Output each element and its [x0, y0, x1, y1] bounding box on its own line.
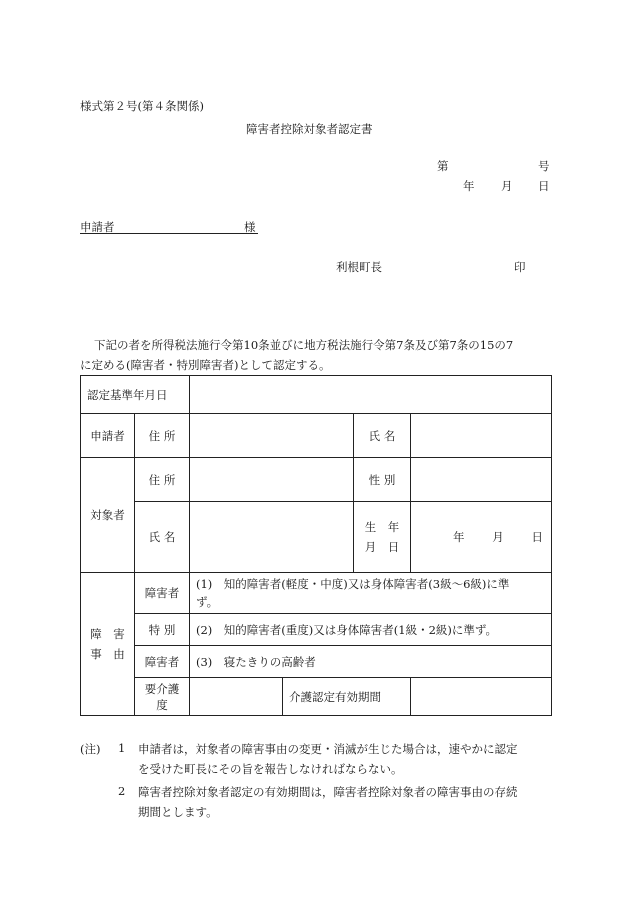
reason-label-line-1: 障 害: [90, 627, 125, 641]
applicant-name-field[interactable]: [411, 414, 552, 458]
document-title: 障害者控除対象者認定書: [246, 122, 373, 136]
dob-year: 年: [453, 530, 465, 544]
note-1-line-1: 申請者は，対象者の障害事由の変更・消滅が生じた場合は，速やかに認定: [138, 742, 518, 756]
reason-option-3[interactable]: (3) 寝たきりの高齢者: [190, 646, 552, 678]
note-1-number: 1: [118, 741, 126, 755]
dob-day: 日: [531, 530, 544, 544]
care-level-field[interactable]: [190, 678, 283, 716]
reason-option-1[interactable]: [190, 573, 552, 614]
note-2-number: 2: [118, 784, 126, 798]
subject-name-label: 氏 名: [135, 502, 190, 573]
category-3-label: 障害者: [135, 646, 190, 678]
applicant-row-label: 申請者: [81, 414, 135, 458]
applicant-line: [80, 219, 258, 234]
base-date-label: 認定基準年月日: [81, 376, 190, 414]
number-suffix: 号: [538, 159, 550, 173]
category-2-label: 特 別: [135, 614, 190, 646]
care-level-label: 要介護度: [135, 678, 190, 716]
seal-mark: 印: [514, 260, 526, 274]
care-period-label: 介護認定有効期間: [283, 678, 411, 716]
dob-month: 月: [492, 530, 504, 544]
reason-option-2[interactable]: (2) 知的障害者(重度)又は身体障害者(1級・2級)に準ず。: [190, 614, 552, 646]
body-text-line-1: 下記の者を所得税法施行令第10条並びに地方税法施行令第7条及び第7条の15の7: [94, 338, 514, 352]
form-number: 様式第２号(第４条関係): [80, 99, 204, 113]
dob-field[interactable]: [411, 502, 552, 573]
subject-label: 対象者: [81, 458, 135, 573]
reason-option-1-line-2: ず。: [196, 595, 219, 609]
body-text-line-2: に定める(障害者・特別障害者)として認定する。: [80, 358, 331, 372]
certification-table: [80, 375, 552, 716]
date-year: 年: [463, 179, 475, 193]
note-1-line-2: を受けた町長にその旨を報告しなければならない。: [138, 762, 403, 776]
applicant-address-label: 住 所: [135, 414, 190, 458]
gender-field[interactable]: [411, 458, 552, 502]
date-month: 月: [501, 179, 513, 193]
notes-prefix: (注): [80, 742, 101, 756]
care-period-field[interactable]: [411, 678, 552, 716]
number-prefix: 第: [437, 159, 449, 173]
dob-label-line-1: 生 年: [364, 520, 400, 534]
base-date-field[interactable]: [190, 376, 552, 414]
note-2-line-2: 期間とします。: [138, 805, 218, 819]
reason-option-1-line-1: (1) 知的障害者(軽度・中度)又は身体障害者(3級〜6級)に準: [196, 577, 510, 591]
reason-label-line-2: 事 由: [90, 647, 125, 661]
category-1-label: 障害者: [135, 573, 190, 614]
date-day: 日: [538, 179, 550, 193]
dob-label: [354, 502, 411, 573]
gender-label: 性 別: [354, 458, 411, 502]
note-2-line-1: 障害者控除対象者認定の有効期間は，障害者控除対象者の障害事由の存続: [138, 785, 518, 799]
reason-label: [81, 573, 135, 716]
applicant-label: 申請者: [80, 220, 115, 234]
applicant-name-label: 氏 名: [354, 414, 411, 458]
applicant-address-field[interactable]: [190, 414, 354, 458]
subject-address-label: 住 所: [135, 458, 190, 502]
subject-name-field[interactable]: [190, 502, 354, 573]
dob-label-line-2: 月 日: [364, 540, 400, 554]
subject-address-field[interactable]: [190, 458, 354, 502]
applicant-honorific: 様: [244, 220, 256, 234]
issuer-name: 利根町長: [336, 260, 382, 274]
